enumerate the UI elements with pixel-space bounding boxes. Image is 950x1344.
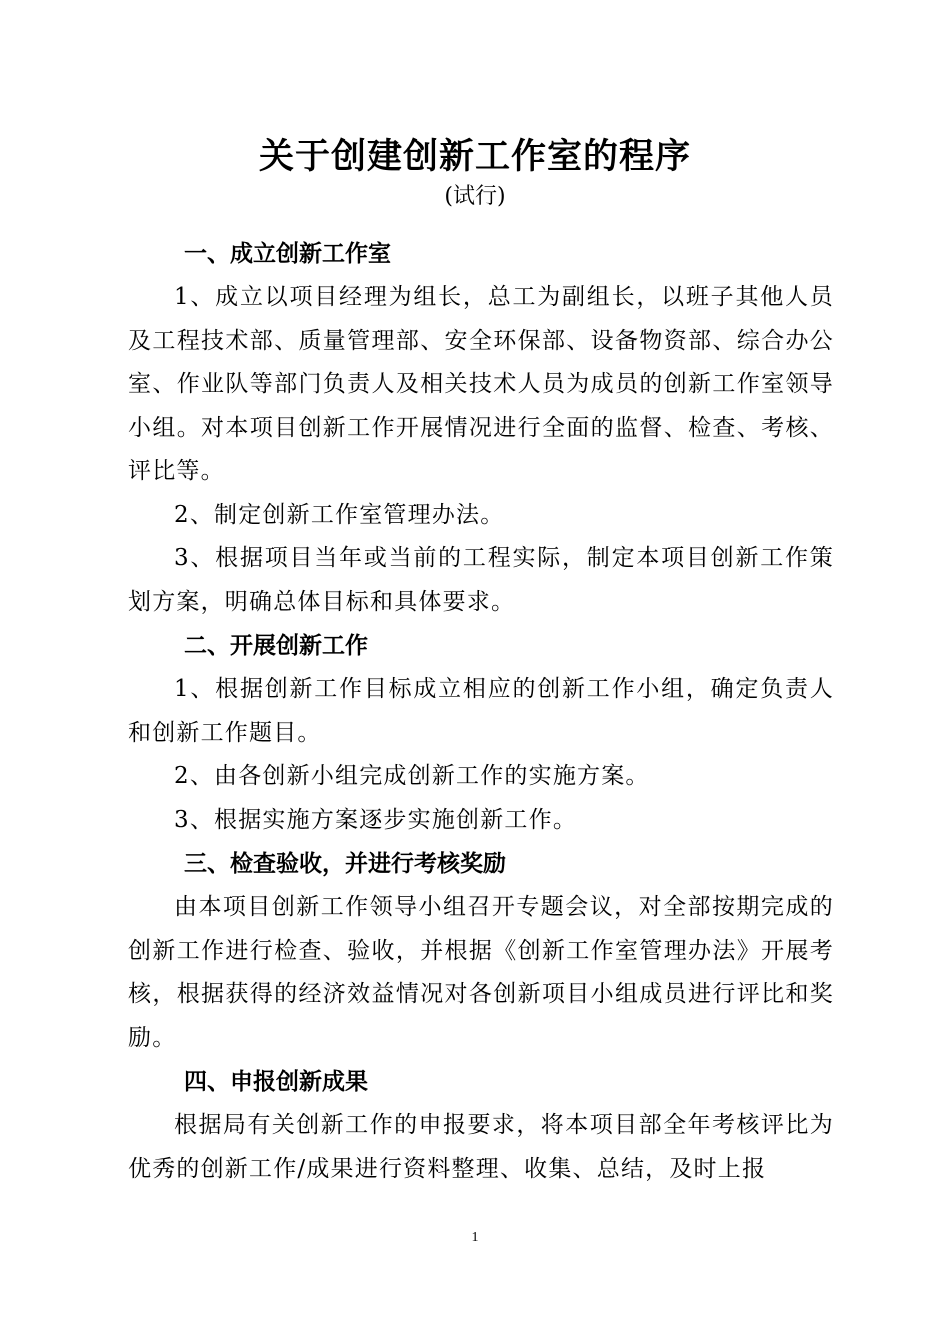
section-heading-1: 一、成立创新工作室 (184, 240, 391, 267)
section-1-paragraph-3: 3、根据项目当年或当前的工程实际，制定本项目创新工作策划方案，明确总体目标和具体要求。 (128, 545, 834, 615)
document-body (128, 232, 834, 1191)
document-title: 关于创建创新工作室的程序 (258, 136, 691, 177)
section-1-paragraph-1: 1、成立以项目经理为组长，总工为副组长，以班子其他人员及工程技术部、质量管理部、安全环保部、设备物资部、综合办公室、作业队等部门负责人及相关技术人员为成员的创新工作室领导小组。对本项目创新工作开展情况进行全面的监督、检查、考核、评比等。 (128, 284, 834, 484)
section-1-paragraph-2: 2、制定创新工作室管理办法。 (174, 501, 505, 528)
section-2-paragraph-1: 1、根据创新工作目标成立相应的创新工作小组，确定负责人和创新工作题目。 (128, 676, 834, 746)
page-number: 1 (471, 1230, 479, 1245)
section-3-paragraph-1: 由本项目创新工作领导小组召开专题会议，对全部按期完成的创新工作进行检查、验收，并根据《创新工作室管理办法》开展考核，根据获得的经济效益情况对各创新项目小组成员进行评比和奖励。 (128, 894, 834, 1051)
section-2-paragraph-2: 2、由各创新小组完成创新工作的实施方案。 (174, 763, 650, 789)
document-subtitle: (试行) (444, 184, 506, 209)
section-4-paragraph-1: 根据局有关创新工作的申报要求，将本项目部全年考核评比为优秀的创新工作/成果进行资料整理、收集、总结，及时上报 (128, 1112, 834, 1182)
section-heading-3: 三、检查验收，并进行考核奖励 (184, 850, 506, 877)
section-heading-2: 二、开展创新工作 (184, 632, 368, 659)
section-2-paragraph-3: 3、根据实施方案逐步实施创新工作。 (174, 806, 578, 833)
section-heading-4: 四、申报创新成果 (184, 1068, 368, 1095)
